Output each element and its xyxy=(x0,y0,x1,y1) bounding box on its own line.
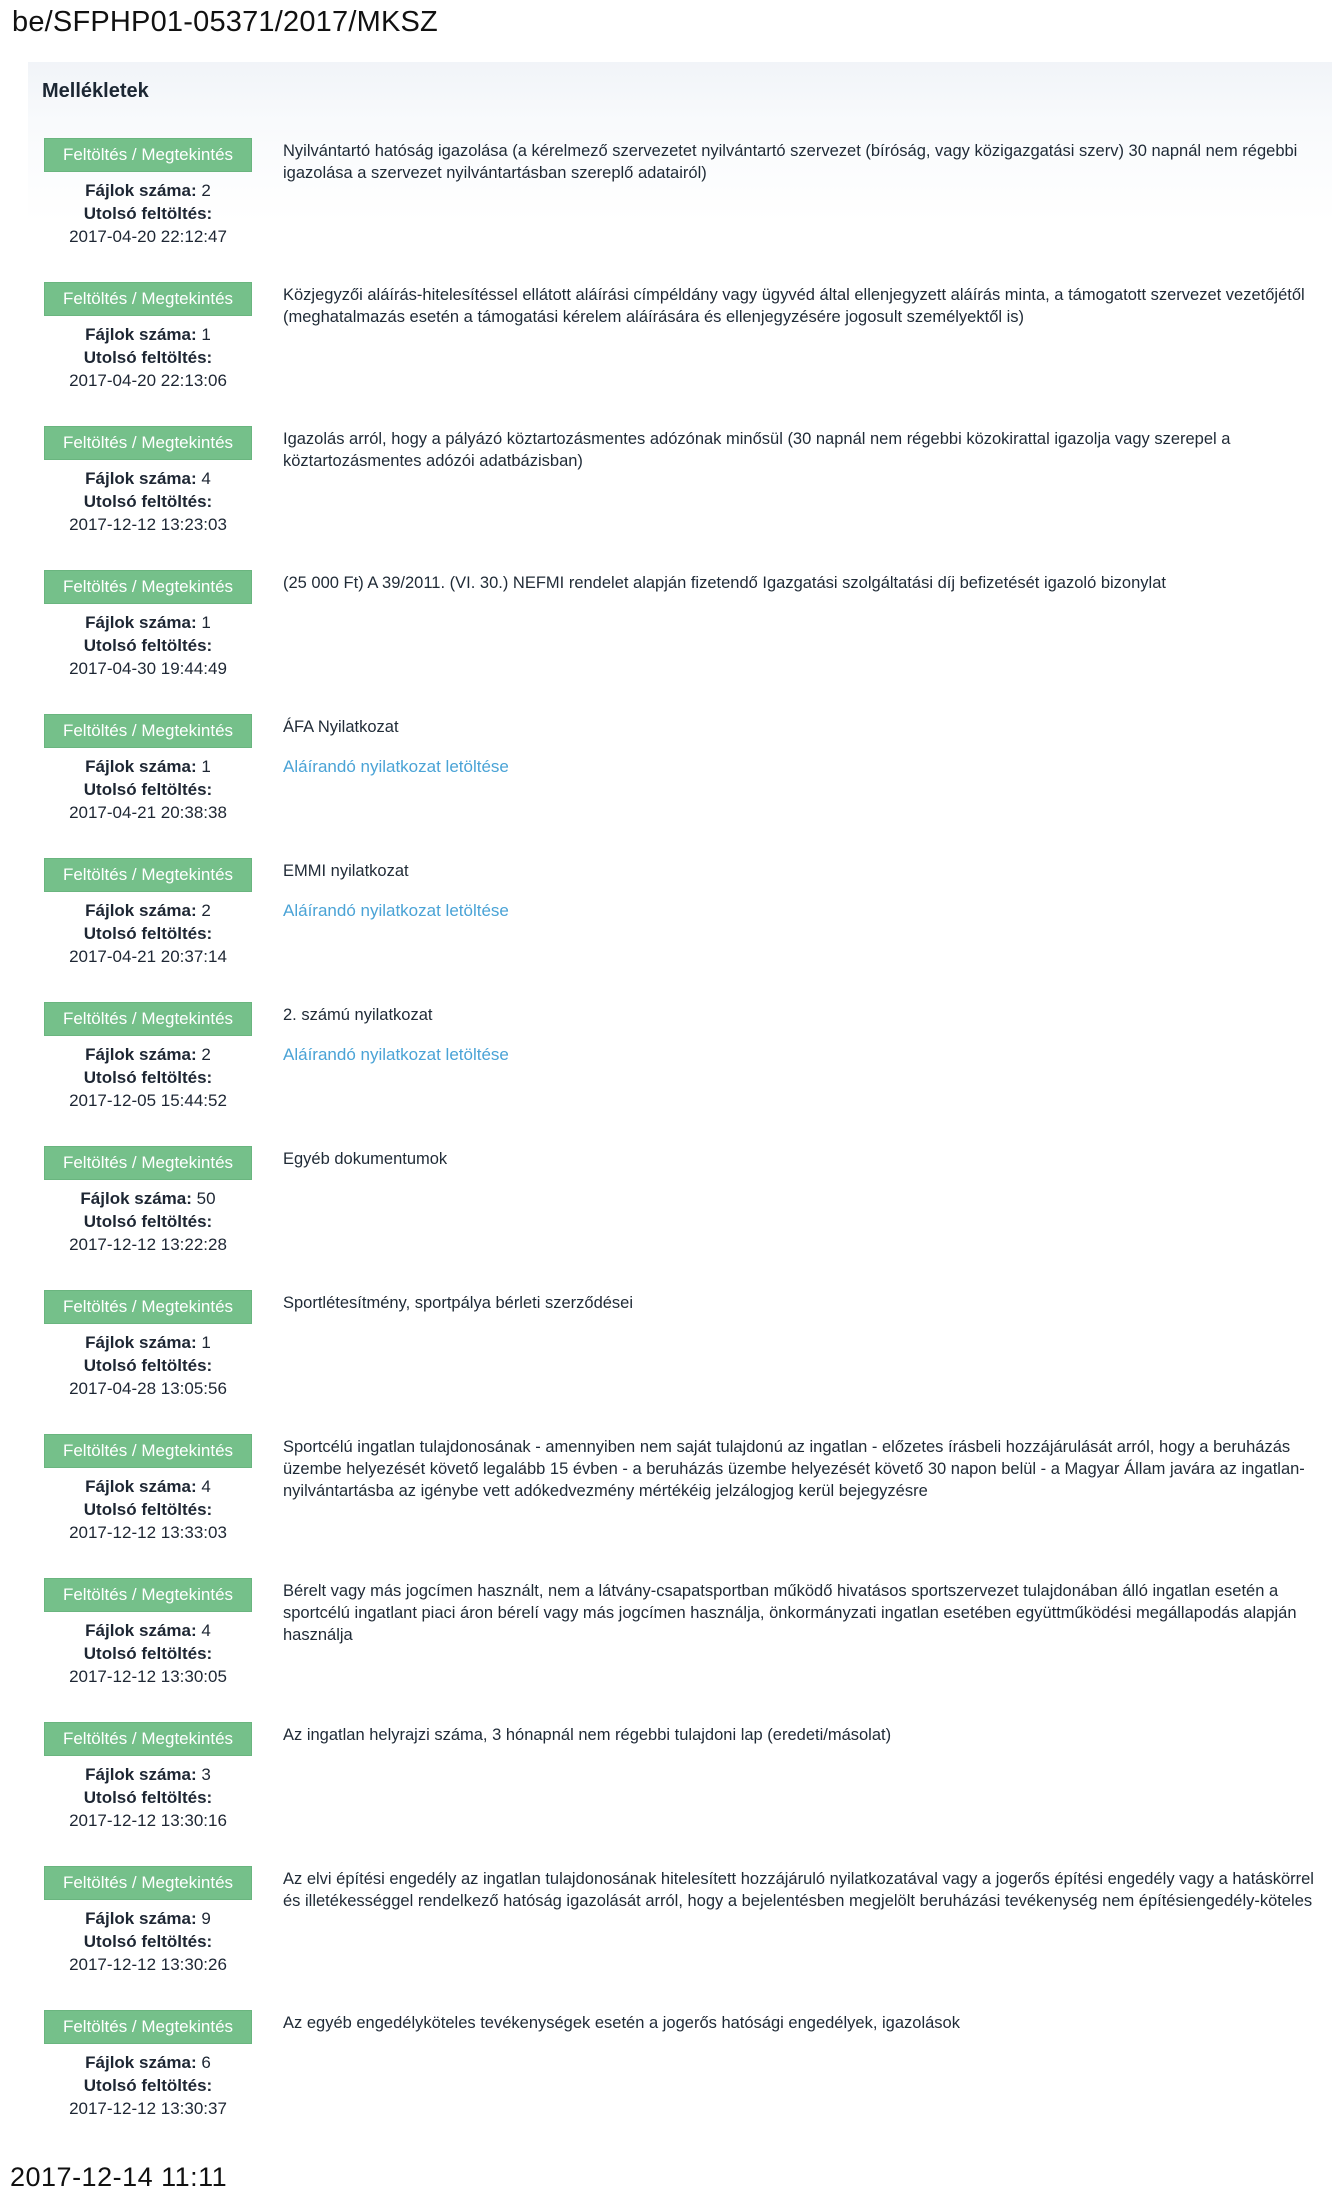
attachment-meta xyxy=(44,1866,252,1976)
attachment-description: Közjegyzői aláírás-hitelesítéssel ellátott aláírási címpéldány vagy ügyvéd által ellenjegyzett aláírás minta, a támogatott szervezet vezetőjétől (meghatalmazás esetén a támogatási kérelem aláírására és ellenjegyzésére jogosult személyektől is) xyxy=(283,286,1305,326)
attachment-meta xyxy=(44,138,252,248)
last-upload-value: 2017-12-12 13:23:03 xyxy=(69,515,227,534)
attachment-info xyxy=(283,1148,1328,1170)
attachment-info xyxy=(283,1580,1328,1646)
upload-view-button[interactable]: Feltöltés / Megtekintés xyxy=(44,2010,252,2044)
attachment-stats xyxy=(44,1043,252,1112)
file-count-line xyxy=(44,755,252,778)
attachment-stats xyxy=(44,1763,252,1832)
attachment-row xyxy=(0,1434,1340,1578)
attachment-row xyxy=(0,282,1340,426)
last-upload-label: Utolsó feltöltés: xyxy=(83,2076,213,2095)
file-count-label: Fájlok száma: xyxy=(85,1765,197,1784)
file-count-label: Fájlok száma: xyxy=(85,469,197,488)
last-upload-label: Utolsó feltöltés: xyxy=(83,924,213,943)
attachment-info xyxy=(283,860,1328,922)
upload-view-button[interactable]: Feltöltés / Megtekintés xyxy=(44,1146,252,1180)
attachment-stats xyxy=(44,2051,252,2120)
attachment-meta xyxy=(44,1290,252,1400)
attachment-info xyxy=(283,572,1328,594)
file-count-value: 2 xyxy=(201,1045,211,1064)
file-count-value: 50 xyxy=(196,1189,216,1208)
attachment-info xyxy=(283,1724,1328,1746)
file-count-line xyxy=(44,899,252,922)
attachment-description: Bérelt vagy más jogcímen használt, nem a látvány-csapatsportban működő hivatásos sportszervezet tulajdonában álló ingatlan esetén a sportcélú ingatlant piaci áron bérelí vagy más jogcímen használja, önkormányzati ingatlan esetében együttműködési megállapodás alapján használja xyxy=(283,1582,1297,1644)
attachment-description: 2. számú nyilatkozat xyxy=(283,1006,433,1024)
file-count-label: Fájlok száma: xyxy=(80,1189,192,1208)
attachment-row xyxy=(0,1722,1340,1866)
file-count-line xyxy=(44,1475,252,1498)
attachment-row xyxy=(0,2010,1340,2154)
file-count-line xyxy=(44,2051,252,2074)
file-count-value: 1 xyxy=(201,757,211,776)
attachment-stats xyxy=(44,1907,252,1976)
attachment-description: Sportcélú ingatlan tulajdonosának - amennyiben nem saját tulajdonú az ingatlan - előzetes írásbeli hozzájárulását arról, hogy a beruházás üzembe helyezését követő legalább 15 évben - a beruházás üzembe helyezését követő 30 napon belül - a Magyar Állam javára az ingatlan-nyilvántartásba az igénybe vett adókedvezmény mértékéig jelzálogjog kerül bejegyzésre xyxy=(283,1438,1305,1500)
attachment-info xyxy=(283,284,1328,328)
attachment-info xyxy=(283,2012,1328,2034)
attachment-meta xyxy=(44,1578,252,1688)
section-title: Mellékletek xyxy=(42,80,149,102)
attachment-meta xyxy=(44,858,252,968)
download-declaration-link[interactable]: Aláírandó nyilatkozat letöltése xyxy=(283,1045,509,1064)
last-upload-value: 2017-12-12 13:30:37 xyxy=(69,2099,227,2118)
attachment-description: ÁFA Nyilatkozat xyxy=(283,718,399,736)
last-upload-value: 2017-12-12 13:30:05 xyxy=(69,1667,227,1686)
attachments-list xyxy=(0,138,1340,2154)
attachment-row xyxy=(0,138,1340,282)
file-count-label: Fájlok száma: xyxy=(85,613,197,632)
footer-date: 2017-12-14 11:11 xyxy=(10,2162,228,2192)
attachment-stats xyxy=(44,755,252,824)
file-count-value: 1 xyxy=(201,613,211,632)
attachment-meta xyxy=(44,2010,252,2120)
upload-view-button[interactable]: Feltöltés / Megtekintés xyxy=(44,1434,252,1468)
file-count-value: 6 xyxy=(201,2053,211,2072)
attachment-description: Az ingatlan helyrajzi száma, 3 hónapnál nem régebbi tulajdoni lap (eredeti/másolat) xyxy=(283,1726,892,1744)
attachment-stats xyxy=(44,899,252,968)
last-upload-value: 2017-12-12 13:30:26 xyxy=(69,1955,227,1974)
attachment-stats xyxy=(44,323,252,392)
last-upload-value: 2017-04-21 20:38:38 xyxy=(69,803,227,822)
attachment-stats xyxy=(44,467,252,536)
attachment-row xyxy=(0,426,1340,570)
attachment-description: Egyéb dokumentumok xyxy=(283,1150,448,1168)
attachment-stats xyxy=(44,1475,252,1544)
upload-view-button[interactable]: Feltöltés / Megtekintés xyxy=(44,570,252,604)
last-upload-label: Utolsó feltöltés: xyxy=(83,1788,213,1807)
upload-view-button[interactable]: Feltöltés / Megtekintés xyxy=(44,1866,252,1900)
file-count-line xyxy=(44,1619,252,1642)
file-count-line xyxy=(44,323,252,346)
file-count-label: Fájlok száma: xyxy=(85,901,197,920)
attachment-meta xyxy=(44,714,252,824)
attachment-info xyxy=(283,140,1328,184)
attachment-stats xyxy=(44,179,252,248)
attachment-info xyxy=(283,1004,1328,1066)
file-count-value: 2 xyxy=(201,901,211,920)
download-declaration-link[interactable]: Aláírandó nyilatkozat letöltése xyxy=(283,757,509,776)
attachment-info xyxy=(283,1868,1328,1912)
file-count-line xyxy=(44,467,252,490)
attachment-description: Nyilvántartó hatóság igazolása (a kérelmező szervezetet nyilvántartó szervezet (bíróság, vagy közigazgatási szerv) 30 napnál nem régebbi igazolása a szervezet nyilvántartásban szereplő adatairól) xyxy=(283,142,1298,182)
last-upload-label: Utolsó feltöltés: xyxy=(83,492,213,511)
last-upload-value: 2017-04-28 13:05:56 xyxy=(69,1379,227,1398)
file-count-value: 1 xyxy=(201,1333,211,1352)
attachment-meta xyxy=(44,1002,252,1112)
file-count-line xyxy=(44,1763,252,1786)
last-upload-label: Utolsó feltöltés: xyxy=(83,348,213,367)
attachment-row xyxy=(0,1002,1340,1146)
file-count-label: Fájlok száma: xyxy=(85,1045,197,1064)
attachment-meta xyxy=(44,1722,252,1832)
file-count-label: Fájlok száma: xyxy=(85,325,197,344)
attachment-meta xyxy=(44,1146,252,1256)
attachment-description: EMMI nyilatkozat xyxy=(283,862,409,880)
last-upload-value: 2017-12-12 13:33:03 xyxy=(69,1523,227,1542)
file-count-label: Fájlok száma: xyxy=(85,1477,197,1496)
file-count-line xyxy=(44,1331,252,1354)
last-upload-label: Utolsó feltöltés: xyxy=(83,780,213,799)
upload-view-button[interactable]: Feltöltés / Megtekintés xyxy=(44,282,252,316)
upload-view-button[interactable]: Feltöltés / Megtekintés xyxy=(44,1002,252,1036)
file-count-line xyxy=(44,1187,252,1210)
attachment-stats xyxy=(44,1187,252,1256)
file-count-value: 4 xyxy=(201,469,211,488)
file-count-label: Fájlok száma: xyxy=(85,757,197,776)
last-upload-label: Utolsó feltöltés: xyxy=(83,1068,213,1087)
file-count-value: 2 xyxy=(201,181,211,200)
attachment-meta xyxy=(44,570,252,680)
attachment-meta xyxy=(44,282,252,392)
upload-view-button[interactable]: Feltöltés / Megtekintés xyxy=(44,1290,252,1324)
last-upload-label: Utolsó feltöltés: xyxy=(83,1932,213,1951)
attachment-info xyxy=(283,1292,1328,1314)
attachment-row xyxy=(0,858,1340,1002)
attachment-row xyxy=(0,1578,1340,1722)
upload-view-button[interactable]: Feltöltés / Megtekintés xyxy=(44,138,252,172)
attachment-meta xyxy=(44,426,252,536)
last-upload-label: Utolsó feltöltés: xyxy=(83,1644,213,1663)
last-upload-label: Utolsó feltöltés: xyxy=(83,636,213,655)
attachment-description: Sportlétesítmény, sportpálya bérleti szerződései xyxy=(283,1294,634,1312)
attachment-description: Az egyéb engedélyköteles tevékenységek esetén a jogerős hatósági engedélyek, igazolások xyxy=(283,2014,960,2032)
attachment-info xyxy=(283,716,1328,778)
download-declaration-link[interactable]: Aláírandó nyilatkozat letöltése xyxy=(283,901,509,920)
attachment-description: Az elvi építési engedély az ingatlan tulajdonosának hitelesített hozzájáruló nyilatkozatával vagy a jogerős építési engedély vagy a hatáskörrel és illetékességgel rendelkező hatóság igazolását arról, hogy a bejelentésben megjelölt beruházási tevékenység nem építésiengedély-köteles xyxy=(283,1870,1314,1910)
file-count-label: Fájlok száma: xyxy=(85,1621,197,1640)
upload-view-button[interactable]: Feltöltés / Megtekintés xyxy=(44,1722,252,1756)
file-count-value: 4 xyxy=(201,1477,211,1496)
file-count-label: Fájlok száma: xyxy=(85,2053,197,2072)
attachment-info xyxy=(283,1436,1328,1502)
attachment-description: (25 000 Ft) A 39/2011. (VI. 30.) NEFMI rendelet alapján fizetendő Igazgatási szolgáltatási díj befizetését igazoló bizonylat xyxy=(283,574,1166,592)
file-count-line xyxy=(44,611,252,634)
attachment-stats xyxy=(44,1331,252,1400)
file-count-value: 4 xyxy=(201,1621,211,1640)
attachment-description: Igazolás arról, hogy a pályázó köztartozásmentes adózónak minősül (30 napnál nem régebbi közokirattal igazolja vagy szerepel a köztartozásmentes adózói adatbázisban) xyxy=(283,430,1231,470)
last-upload-label: Utolsó feltöltés: xyxy=(83,204,213,223)
file-count-value: 1 xyxy=(201,325,211,344)
file-count-value: 9 xyxy=(201,1909,211,1928)
upload-view-button[interactable]: Feltöltés / Megtekintés xyxy=(44,714,252,748)
attachment-row xyxy=(0,570,1340,714)
document-id: be/SFPHP01-05371/2017/MKSZ xyxy=(12,6,438,38)
file-count-label: Fájlok száma: xyxy=(85,1909,197,1928)
last-upload-label: Utolsó feltöltés: xyxy=(83,1500,213,1519)
attachment-row xyxy=(0,1146,1340,1290)
file-count-label: Fájlok száma: xyxy=(85,1333,197,1352)
attachment-stats xyxy=(44,611,252,680)
upload-view-button[interactable]: Feltöltés / Megtekintés xyxy=(44,858,252,892)
file-count-line xyxy=(44,179,252,202)
last-upload-value: 2017-04-20 22:12:47 xyxy=(69,227,227,246)
attachment-meta xyxy=(44,1434,252,1544)
attachment-stats xyxy=(44,1619,252,1688)
last-upload-label: Utolsó feltöltés: xyxy=(83,1212,213,1231)
file-count-value: 3 xyxy=(201,1765,211,1784)
last-upload-value: 2017-12-12 13:22:28 xyxy=(69,1235,227,1254)
attachment-row xyxy=(0,1290,1340,1434)
file-count-label: Fájlok száma: xyxy=(85,181,197,200)
last-upload-value: 2017-04-21 20:37:14 xyxy=(69,947,227,966)
attachment-row xyxy=(0,714,1340,858)
attachment-info xyxy=(283,428,1328,472)
last-upload-label: Utolsó feltöltés: xyxy=(83,1356,213,1375)
attachment-row xyxy=(0,1866,1340,2010)
upload-view-button[interactable]: Feltöltés / Megtekintés xyxy=(44,1578,252,1612)
file-count-line xyxy=(44,1043,252,1066)
last-upload-value: 2017-12-12 13:30:16 xyxy=(69,1811,227,1830)
file-count-line xyxy=(44,1907,252,1930)
last-upload-value: 2017-04-30 19:44:49 xyxy=(69,659,227,678)
last-upload-value: 2017-04-20 22:13:06 xyxy=(69,371,227,390)
last-upload-value: 2017-12-05 15:44:52 xyxy=(69,1091,227,1110)
upload-view-button[interactable]: Feltöltés / Megtekintés xyxy=(44,426,252,460)
